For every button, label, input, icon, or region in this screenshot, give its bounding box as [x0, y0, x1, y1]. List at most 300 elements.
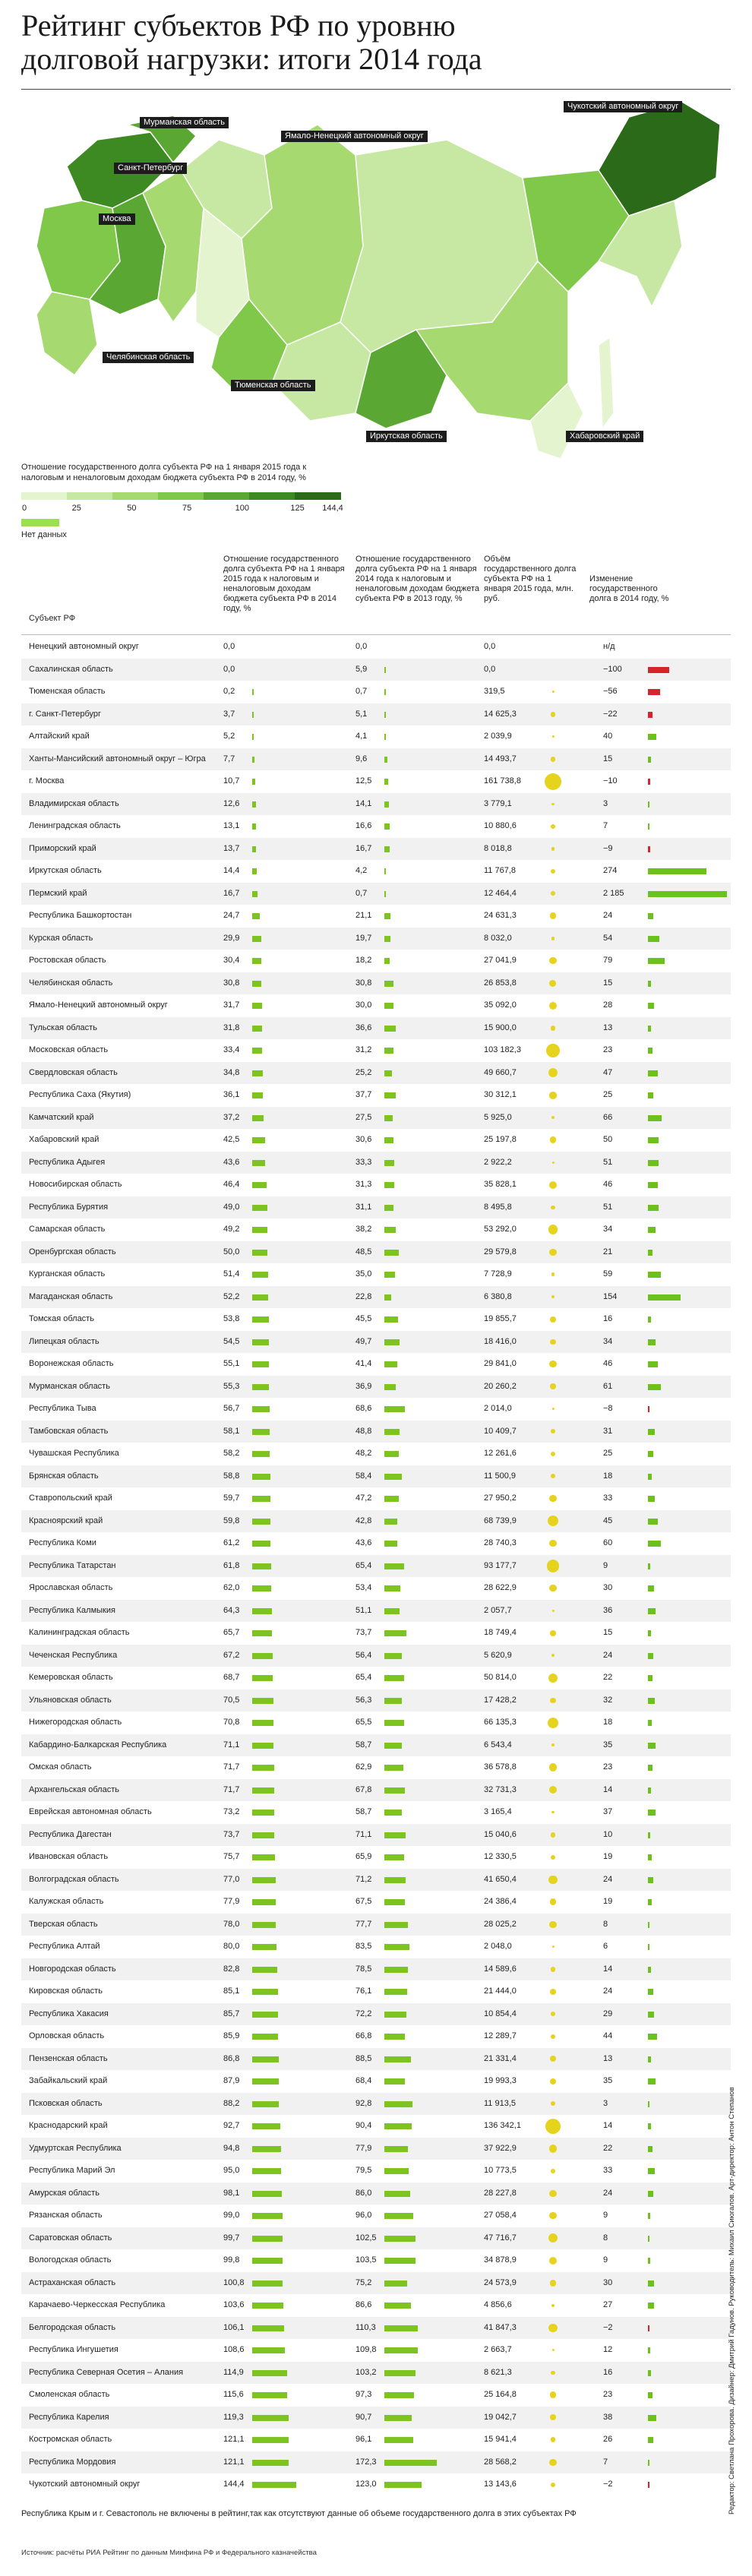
bar-ratio-2015	[252, 2370, 287, 2376]
cell-change: 33	[603, 1493, 613, 1503]
dot-volume	[550, 1698, 555, 1703]
cell-change: 274	[603, 866, 618, 875]
bar-change	[648, 1698, 655, 1704]
table-row	[21, 838, 731, 861]
bar-ratio-2014	[384, 1092, 396, 1098]
bar-ratio-2015	[252, 823, 256, 830]
cell-ratio-2015: 58,8	[223, 1471, 240, 1481]
cell-change: 38	[603, 2412, 613, 2422]
bar-change	[648, 1720, 652, 1726]
cell-change: 13	[603, 2053, 613, 2063]
cell-volume: 35 828,1	[484, 1180, 517, 1189]
cell-ratio-2015: 67,2	[223, 1650, 240, 1660]
cell-ratio-2015: 56,7	[223, 1404, 240, 1413]
cell-ratio-2015: 68,7	[223, 1673, 240, 1682]
bar-ratio-2015	[252, 2101, 279, 2107]
bar-ratio-2014	[384, 1608, 400, 1614]
bar-ratio-2015	[252, 1092, 263, 1098]
cell-volume: 28 740,3	[484, 1538, 517, 1547]
cell-volume: 68 739,9	[484, 1516, 517, 1525]
bar-ratio-2014	[384, 801, 389, 808]
bar-ratio-2015	[252, 2056, 279, 2062]
cell-region: Республика Калмыкия	[29, 1605, 115, 1615]
cell-change: 24	[603, 1874, 613, 1884]
bar-ratio-2014	[384, 913, 390, 919]
bar-ratio-2014	[384, 868, 386, 874]
cell-change: 19	[603, 1852, 613, 1861]
cell-change: 35	[603, 1740, 613, 1749]
cell-ratio-2014: 21,1	[355, 911, 372, 920]
bar-ratio-2015	[252, 936, 261, 942]
bar-ratio-2015	[252, 1316, 269, 1323]
table-row	[21, 1667, 731, 1689]
bar-change	[648, 1474, 652, 1480]
dot-volume	[549, 1002, 557, 1010]
cell-volume: 37 922,9	[484, 2143, 517, 2153]
cell-change: 51	[603, 1202, 613, 1212]
bar-ratio-2014	[384, 1182, 394, 1188]
bar-change	[648, 1630, 651, 1636]
bar-change	[648, 2258, 650, 2264]
table-row	[21, 2362, 731, 2385]
cell-change: 26	[603, 2435, 613, 2444]
cell-region: Белгородская область	[29, 2322, 116, 2332]
bar-ratio-2014	[384, 1361, 397, 1367]
cell-region: Алтайский край	[29, 732, 90, 741]
bar-ratio-2014	[384, 2482, 422, 2488]
bar-change	[648, 981, 651, 987]
cell-change: 18	[603, 1718, 613, 1727]
bar-ratio-2015	[252, 2258, 283, 2264]
bar-change	[648, 1563, 650, 1569]
bar-ratio-2014	[384, 2078, 405, 2085]
bar-change	[648, 2034, 657, 2040]
table-row	[21, 1622, 731, 1645]
bar-ratio-2014	[384, 2123, 412, 2129]
bar-ratio-2015	[252, 2123, 280, 2129]
dot-volume	[548, 1225, 558, 1234]
legend-swatch	[204, 492, 250, 500]
bar-ratio-2014	[384, 1227, 396, 1233]
dot-volume	[548, 1718, 558, 1728]
bar-ratio-2015	[252, 2415, 289, 2421]
map-label-chelyabinsk: Челябинская область	[103, 352, 194, 363]
table-row	[21, 972, 731, 995]
cell-region: г. Москва	[29, 776, 65, 785]
bar-ratio-2015	[252, 1675, 273, 1681]
legend-no-data-label: Нет данных	[21, 530, 67, 539]
dot-volume	[550, 2414, 556, 2420]
cell-volume: 15 900,0	[484, 1022, 517, 1032]
dot-volume	[550, 1630, 556, 1636]
cell-ratio-2014: 123,0	[355, 2480, 377, 2489]
dot-volume	[551, 1832, 556, 1838]
bar-ratio-2015	[252, 1451, 270, 1457]
dot-volume	[549, 1361, 557, 1368]
bar-change	[648, 1026, 651, 1032]
table-row	[21, 928, 731, 950]
cell-volume: 26 853,8	[484, 978, 517, 988]
dot-volume	[545, 2119, 561, 2134]
dot-volume	[549, 2190, 556, 2197]
dot-volume	[550, 1989, 556, 1995]
cell-ratio-2014: 36,6	[355, 1022, 372, 1032]
cell-ratio-2015: 85,7	[223, 2009, 240, 2018]
cell-ratio-2014: 97,3	[355, 2390, 372, 2399]
bar-change	[648, 2303, 654, 2309]
table-row	[21, 793, 731, 816]
bar-ratio-2015	[252, 779, 255, 785]
cell-ratio-2015: 61,2	[223, 1538, 240, 1547]
bar-change	[648, 2236, 649, 2242]
cell-region: Чукотский автономный округ	[29, 2480, 141, 2489]
cell-ratio-2015: 58,2	[223, 1449, 240, 1458]
cell-ratio-2015: 50,0	[223, 1247, 240, 1256]
dot-volume	[551, 1855, 555, 1860]
cell-volume: 2 048,0	[484, 1942, 512, 1951]
bar-ratio-2014	[384, 2258, 415, 2264]
credits: Редактор: Светлана Прохорова. Дизайнер: Дмитрий Гадунов. Руководитель: Михаил Сиюгалов. Арт-директор: Антон Степанов	[728, 2087, 736, 2514]
cell-ratio-2015: 14,4	[223, 866, 240, 875]
cell-ratio-2014: 77,7	[355, 1919, 372, 1929]
cell-volume: 93 177,7	[484, 1560, 517, 1570]
cell-region: Республика Адыгея	[29, 1157, 106, 1167]
table-row	[21, 1936, 731, 1958]
bar-ratio-2015	[252, 1070, 263, 1076]
cell-volume: 12 289,7	[484, 2031, 517, 2040]
bar-change	[648, 2437, 653, 2443]
cell-change: 40	[603, 732, 613, 741]
cell-volume: 14 625,3	[484, 709, 517, 719]
cell-ratio-2014: 172,3	[355, 2457, 377, 2467]
table-row	[21, 1801, 731, 1824]
cell-ratio-2015: 16,7	[223, 888, 240, 898]
bar-ratio-2015	[252, 1026, 262, 1032]
cell-volume: 41 847,3	[484, 2322, 517, 2332]
cell-ratio-2015: 85,1	[223, 1987, 240, 1996]
bar-ratio-2015	[252, 2012, 278, 2018]
bar-ratio-2014	[384, 689, 386, 695]
bar-ratio-2015	[252, 689, 254, 695]
header-change: Изменение государственного долга в 2014 году, %	[589, 574, 669, 603]
table-row	[21, 1286, 731, 1309]
dot-volume	[550, 2078, 556, 2085]
cell-region: Республика Дагестан	[29, 1829, 112, 1839]
legend-swatch	[112, 492, 159, 500]
dot-volume	[549, 1181, 557, 1189]
bar-ratio-2014	[384, 1474, 402, 1480]
table-row	[21, 2003, 731, 2026]
bar-ratio-2014	[384, 1406, 405, 1412]
cell-region: Краснодарский край	[29, 2121, 108, 2130]
cell-ratio-2014: 79,5	[355, 2166, 372, 2175]
cell-region: Нижегородская область	[29, 1718, 122, 1727]
cell-volume: 21 331,4	[484, 2053, 517, 2063]
cell-ratio-2014: 102,5	[355, 2233, 377, 2243]
bar-change	[648, 1227, 656, 1233]
table-row	[21, 2473, 731, 2496]
cell-ratio-2014: 68,6	[355, 1404, 372, 1413]
cell-ratio-2015: 86,8	[223, 2053, 240, 2063]
cell-volume: 18 416,0	[484, 1336, 517, 1346]
cell-ratio-2015: 34,8	[223, 1067, 240, 1077]
cell-ratio-2014: 53,4	[355, 1583, 372, 1592]
cell-change: 51	[603, 1157, 613, 1167]
bar-ratio-2014	[384, 2213, 413, 2219]
bar-change	[648, 891, 727, 897]
cell-ratio-2014: 90,4	[355, 2121, 372, 2130]
cell-ratio-2015: 121,1	[223, 2435, 245, 2444]
bar-change	[648, 779, 650, 785]
cell-volume: 2 057,7	[484, 1605, 512, 1615]
bar-change	[648, 1810, 656, 1816]
bar-ratio-2014	[384, 1563, 404, 1569]
cell-volume: 5 925,0	[484, 1112, 512, 1122]
table-row	[21, 1331, 731, 1354]
cell-region: Саратовская область	[29, 2233, 112, 2243]
cell-volume: 27 041,9	[484, 956, 517, 965]
bar-change	[648, 667, 669, 673]
dot-volume	[545, 773, 561, 790]
cell-ratio-2015: 13,7	[223, 843, 240, 853]
cell-volume: 12 261,6	[484, 1449, 517, 1458]
bar-ratio-2014	[384, 1899, 405, 1905]
dot-volume	[548, 1068, 558, 1077]
cell-ratio-2014: 51,1	[355, 1605, 372, 1615]
header-volume: Объём государственного долга субъекта РФ на 1 января 2015 года, млн. руб.	[484, 555, 577, 603]
cell-ratio-2015: 61,8	[223, 1560, 240, 1570]
bar-change	[648, 1967, 651, 1973]
cell-volume: 3 779,1	[484, 798, 512, 808]
cell-region: Республика Мордовия	[29, 2457, 116, 2467]
cell-change: 24	[603, 1987, 613, 1996]
cell-change: 61	[603, 1381, 613, 1391]
bar-ratio-2014	[384, 2191, 410, 2197]
table-row	[21, 2407, 731, 2429]
bar-change	[648, 2101, 649, 2107]
bar-ratio-2015	[252, 2191, 282, 2197]
cell-ratio-2015: 55,3	[223, 1381, 240, 1391]
cell-ratio-2014: 33,3	[355, 1157, 372, 1167]
cell-ratio-2014: 30,0	[355, 1000, 372, 1010]
cell-ratio-2015: 75,7	[223, 1852, 240, 1861]
table-row	[21, 1107, 731, 1130]
legend-tick-label: 0	[21, 504, 27, 513]
bar-ratio-2014	[384, 1765, 403, 1771]
bar-ratio-2015	[252, 1205, 267, 1211]
table-row	[21, 2182, 731, 2205]
bar-change	[648, 2460, 649, 2466]
dot-volume	[551, 937, 555, 940]
cell-ratio-2014: 96,0	[355, 2211, 372, 2220]
cell-region: Курганская область	[29, 1269, 106, 1279]
cell-region: Республика Тыва	[29, 1404, 96, 1413]
bar-ratio-2014	[384, 1003, 393, 1009]
table-row	[21, 1263, 731, 1286]
cell-ratio-2014: 68,4	[355, 2076, 372, 2085]
bar-ratio-2015	[252, 1630, 272, 1636]
bar-ratio-2015	[252, 712, 254, 718]
bar-ratio-2015	[252, 1384, 269, 1390]
cell-volume: 319,5	[484, 687, 505, 696]
cell-ratio-2014: 58,7	[355, 1807, 372, 1816]
cell-change: 23	[603, 1045, 613, 1054]
cell-ratio-2014: 65,9	[355, 1852, 372, 1861]
bar-change	[648, 1496, 655, 1502]
cell-volume: 35 092,0	[484, 1000, 517, 1010]
cell-region: Сахалинская область	[29, 664, 113, 674]
cell-ratio-2014: 67,5	[355, 1897, 372, 1906]
cell-change: −10	[603, 776, 618, 785]
cell-change: −8	[603, 1404, 613, 1413]
cell-ratio-2015: 33,4	[223, 1045, 240, 1054]
cell-volume: 20 260,2	[484, 1381, 517, 1391]
bar-ratio-2015	[252, 2347, 285, 2353]
bar-ratio-2015	[252, 1048, 262, 1054]
dot-volume	[546, 1044, 560, 1057]
bar-ratio-2015	[252, 2078, 279, 2085]
dot-volume	[552, 1610, 555, 1612]
cell-region: Вологодская область	[29, 2255, 112, 2265]
bar-ratio-2014	[384, 2168, 409, 2174]
table-row	[21, 1555, 731, 1578]
table-row	[21, 905, 731, 928]
cell-region: Оренбургская область	[29, 1247, 116, 1256]
cell-ratio-2014: 48,2	[355, 1449, 372, 1458]
cell-region: Карачаево-Черкесская Республика	[29, 2300, 166, 2309]
bar-ratio-2014	[384, 734, 386, 740]
cell-ratio-2014: 16,7	[355, 843, 372, 853]
table-row	[21, 994, 731, 1017]
dot-volume	[549, 1092, 557, 1099]
cell-change: 24	[603, 911, 613, 920]
bar-ratio-2014	[384, 1384, 396, 1390]
bar-ratio-2014	[384, 1048, 393, 1054]
cell-region: г. Санкт-Петербург	[29, 709, 102, 719]
cell-ratio-2014: 109,8	[355, 2345, 377, 2354]
cell-region: Амурская область	[29, 2188, 100, 2198]
cell-ratio-2014: 66,8	[355, 2031, 372, 2040]
cell-region: Республика Северная Осетия – Алания	[29, 2367, 184, 2377]
cell-ratio-2014: 42,8	[355, 1516, 372, 1525]
bar-change	[648, 1451, 653, 1457]
cell-change: 32	[603, 1695, 613, 1705]
table-row	[21, 1869, 731, 1892]
bar-change	[648, 1675, 652, 1681]
cell-ratio-2014: 86,0	[355, 2188, 372, 2198]
bar-change	[648, 846, 650, 852]
cell-change: 37	[603, 1807, 613, 1816]
cell-ratio-2014: 31,1	[355, 1202, 372, 1212]
header-region: Субъект РФ	[29, 614, 76, 623]
cell-volume: 32 731,3	[484, 1784, 517, 1794]
cell-ratio-2014: 103,2	[355, 2367, 377, 2377]
cell-change: 79	[603, 956, 613, 965]
cell-ratio-2014: 45,5	[355, 1314, 372, 1323]
cell-ratio-2014: 22,8	[355, 1291, 372, 1301]
cell-ratio-2014: 90,7	[355, 2412, 372, 2422]
bar-ratio-2014	[384, 1137, 393, 1143]
cell-change: 33	[603, 2166, 613, 2175]
legend-swatch	[21, 492, 68, 500]
table-row	[21, 2048, 731, 2071]
cell-ratio-2014: 37,7	[355, 1090, 372, 1099]
cell-change: 12	[603, 2345, 613, 2354]
bar-ratio-2015	[252, 913, 260, 919]
cell-ratio-2014: 14,1	[355, 798, 372, 808]
legend-caption: Отношение государственного долга субъекта РФ на 1 января 2015 года к налоговым и неналоговым доходам бюджета субъекта РФ в 2014 году, %	[21, 463, 307, 482]
dot-volume	[552, 735, 555, 738]
cell-ratio-2014: 16,6	[355, 821, 372, 830]
cell-change: н/д	[603, 642, 615, 651]
cell-change: 28	[603, 1000, 613, 1010]
bar-ratio-2014	[384, 1272, 395, 1278]
bar-ratio-2014	[384, 891, 386, 897]
cell-region: Брянская область	[29, 1471, 99, 1481]
bar-change	[648, 689, 660, 695]
bar-change	[648, 868, 706, 874]
cell-region: Челябинская область	[29, 978, 113, 988]
cell-ratio-2015: 51,4	[223, 1269, 240, 1279]
bar-ratio-2015	[252, 1698, 273, 1704]
cell-change: 34	[603, 1336, 613, 1346]
dot-volume	[550, 1136, 557, 1143]
cell-ratio-2014: 0,7	[355, 687, 368, 696]
cell-ratio-2015: 108,6	[223, 2345, 245, 2354]
bar-ratio-2015	[252, 1877, 276, 1883]
table-row	[21, 1980, 731, 2003]
table-row	[21, 2138, 731, 2160]
table-row	[21, 1376, 731, 1399]
cell-ratio-2014: 62,9	[355, 1762, 372, 1772]
bar-ratio-2015	[252, 2213, 283, 2219]
cell-ratio-2015: 36,1	[223, 1090, 240, 1099]
cell-region: Калининградская область	[29, 1628, 130, 1637]
cell-ratio-2014: 12,5	[355, 776, 372, 785]
title-divider	[21, 89, 731, 90]
cell-ratio-2015: 53,8	[223, 1314, 240, 1323]
cell-ratio-2015: 114,9	[223, 2367, 244, 2377]
cell-change: 30	[603, 2277, 613, 2287]
dot-volume	[549, 1495, 556, 1502]
cell-region: Владимирская область	[29, 798, 119, 808]
cell-change: 47	[603, 1067, 613, 1077]
cell-ratio-2015: 103,6	[223, 2300, 245, 2309]
cell-region: Костромская область	[29, 2435, 112, 2444]
cell-volume: 28 568,2	[484, 2457, 517, 2467]
cell-volume: 21 444,0	[484, 1987, 517, 1996]
cell-change: 36	[603, 1605, 613, 1615]
table-row	[21, 703, 731, 726]
cell-change: −56	[603, 687, 618, 696]
bar-ratio-2014	[384, 1630, 406, 1636]
bar-change	[648, 1877, 653, 1883]
bar-ratio-2014	[384, 1585, 400, 1591]
bar-ratio-2014	[384, 2101, 412, 2107]
table-row	[21, 2294, 731, 2317]
bar-change	[648, 1787, 651, 1794]
cell-volume: 14 493,7	[484, 754, 517, 763]
table-row	[21, 1174, 731, 1196]
cell-volume: 49 660,7	[484, 1067, 517, 1077]
cell-ratio-2015: 5,2	[223, 732, 235, 741]
bar-ratio-2015	[252, 1474, 270, 1480]
cell-ratio-2015: 0,0	[223, 642, 235, 651]
source-note: Источник: расчёты РИА Рейтинг по данным Минфина РФ и Федерального казначейства	[21, 2549, 317, 2557]
dot-volume	[551, 2483, 555, 2487]
bar-ratio-2015	[252, 1496, 270, 1502]
cell-ratio-2014: 25,2	[355, 1067, 372, 1077]
